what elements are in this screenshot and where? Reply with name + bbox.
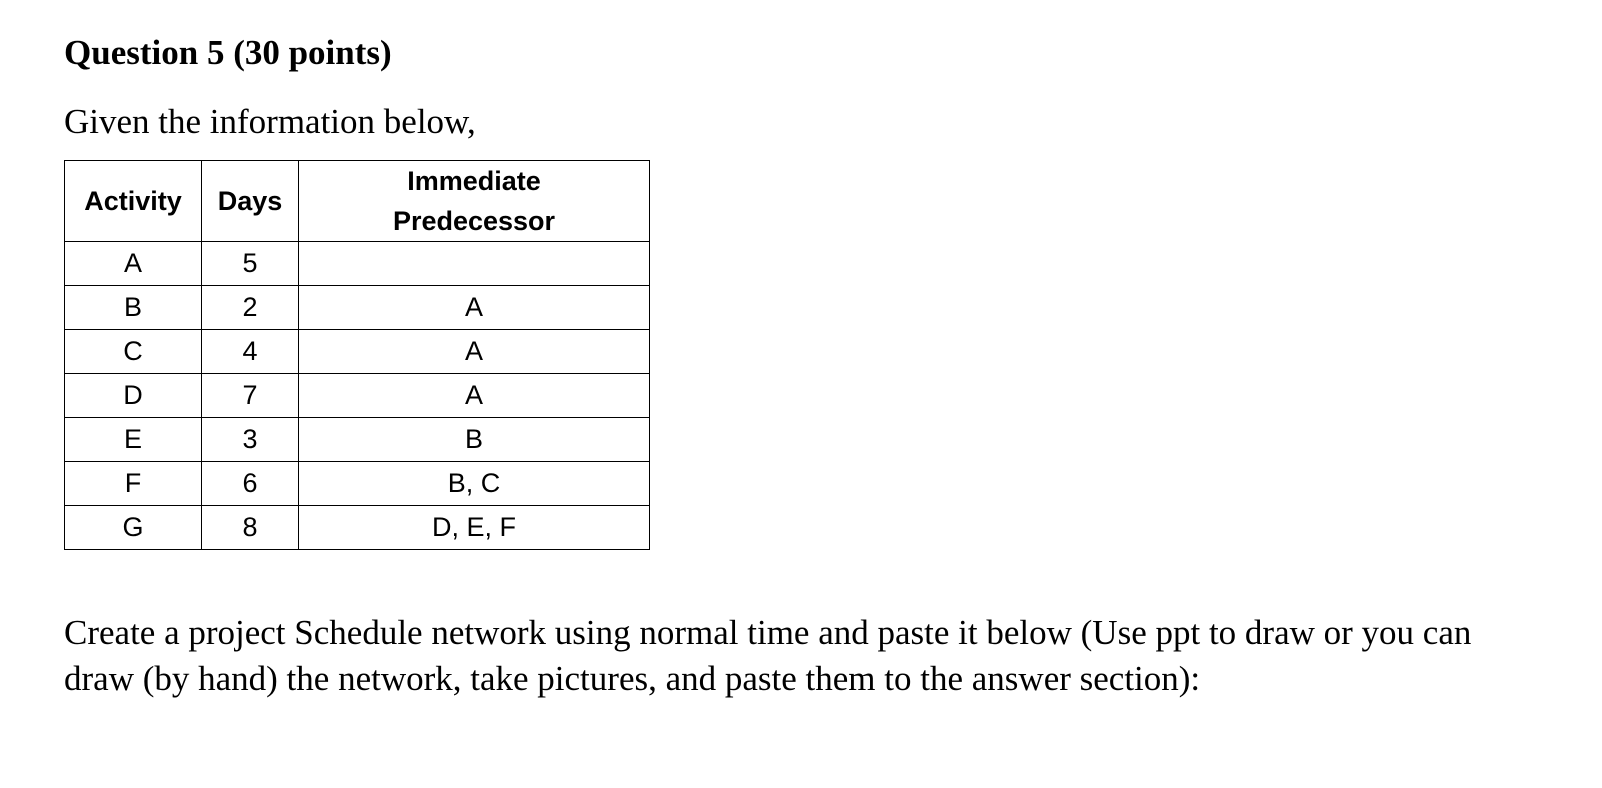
table-row <box>65 506 650 550</box>
cell-activity: E <box>65 418 202 462</box>
table-header-row <box>65 161 650 242</box>
cell-activity: B <box>65 286 202 330</box>
activity-table <box>64 160 650 550</box>
cell-days: 2 <box>202 286 299 330</box>
cell-days: 7 <box>202 374 299 418</box>
question-intro: Given the information below, <box>64 102 476 141</box>
question-title: Question 5 (30 points) <box>64 33 392 72</box>
cell-predecessor: B <box>299 418 650 462</box>
header-activity: Activity <box>65 161 202 242</box>
table-row <box>65 462 650 506</box>
cell-days: 4 <box>202 330 299 374</box>
cell-days: 5 <box>202 242 299 286</box>
cell-days: 8 <box>202 506 299 550</box>
header-days: Days <box>202 161 299 242</box>
cell-days: 3 <box>202 418 299 462</box>
header-predecessor-line2: Predecessor <box>392 206 556 236</box>
cell-predecessor: B, C <box>299 462 650 506</box>
table-row <box>65 242 650 286</box>
cell-activity: C <box>65 330 202 374</box>
header-predecessor-line1: Immediate <box>407 166 541 196</box>
cell-predecessor: A <box>299 286 650 330</box>
cell-activity: A <box>65 242 202 286</box>
cell-predecessor <box>299 242 650 286</box>
table-row <box>65 286 650 330</box>
cell-activity: G <box>65 506 202 550</box>
table-row <box>65 418 650 462</box>
cell-activity: D <box>65 374 202 418</box>
table-row <box>65 374 650 418</box>
cell-predecessor: A <box>299 374 650 418</box>
header-predecessor <box>299 161 650 242</box>
table-row <box>65 330 650 374</box>
cell-activity: F <box>65 462 202 506</box>
cell-predecessor: D, E, F <box>299 506 650 550</box>
cell-days: 6 <box>202 462 299 506</box>
cell-predecessor: A <box>299 330 650 374</box>
question-instructions: Create a project Schedule network using normal time and paste it below (Use ppt to draw or you can draw (by hand) the network, take pictures, and paste them to the answer section): <box>64 613 1472 698</box>
